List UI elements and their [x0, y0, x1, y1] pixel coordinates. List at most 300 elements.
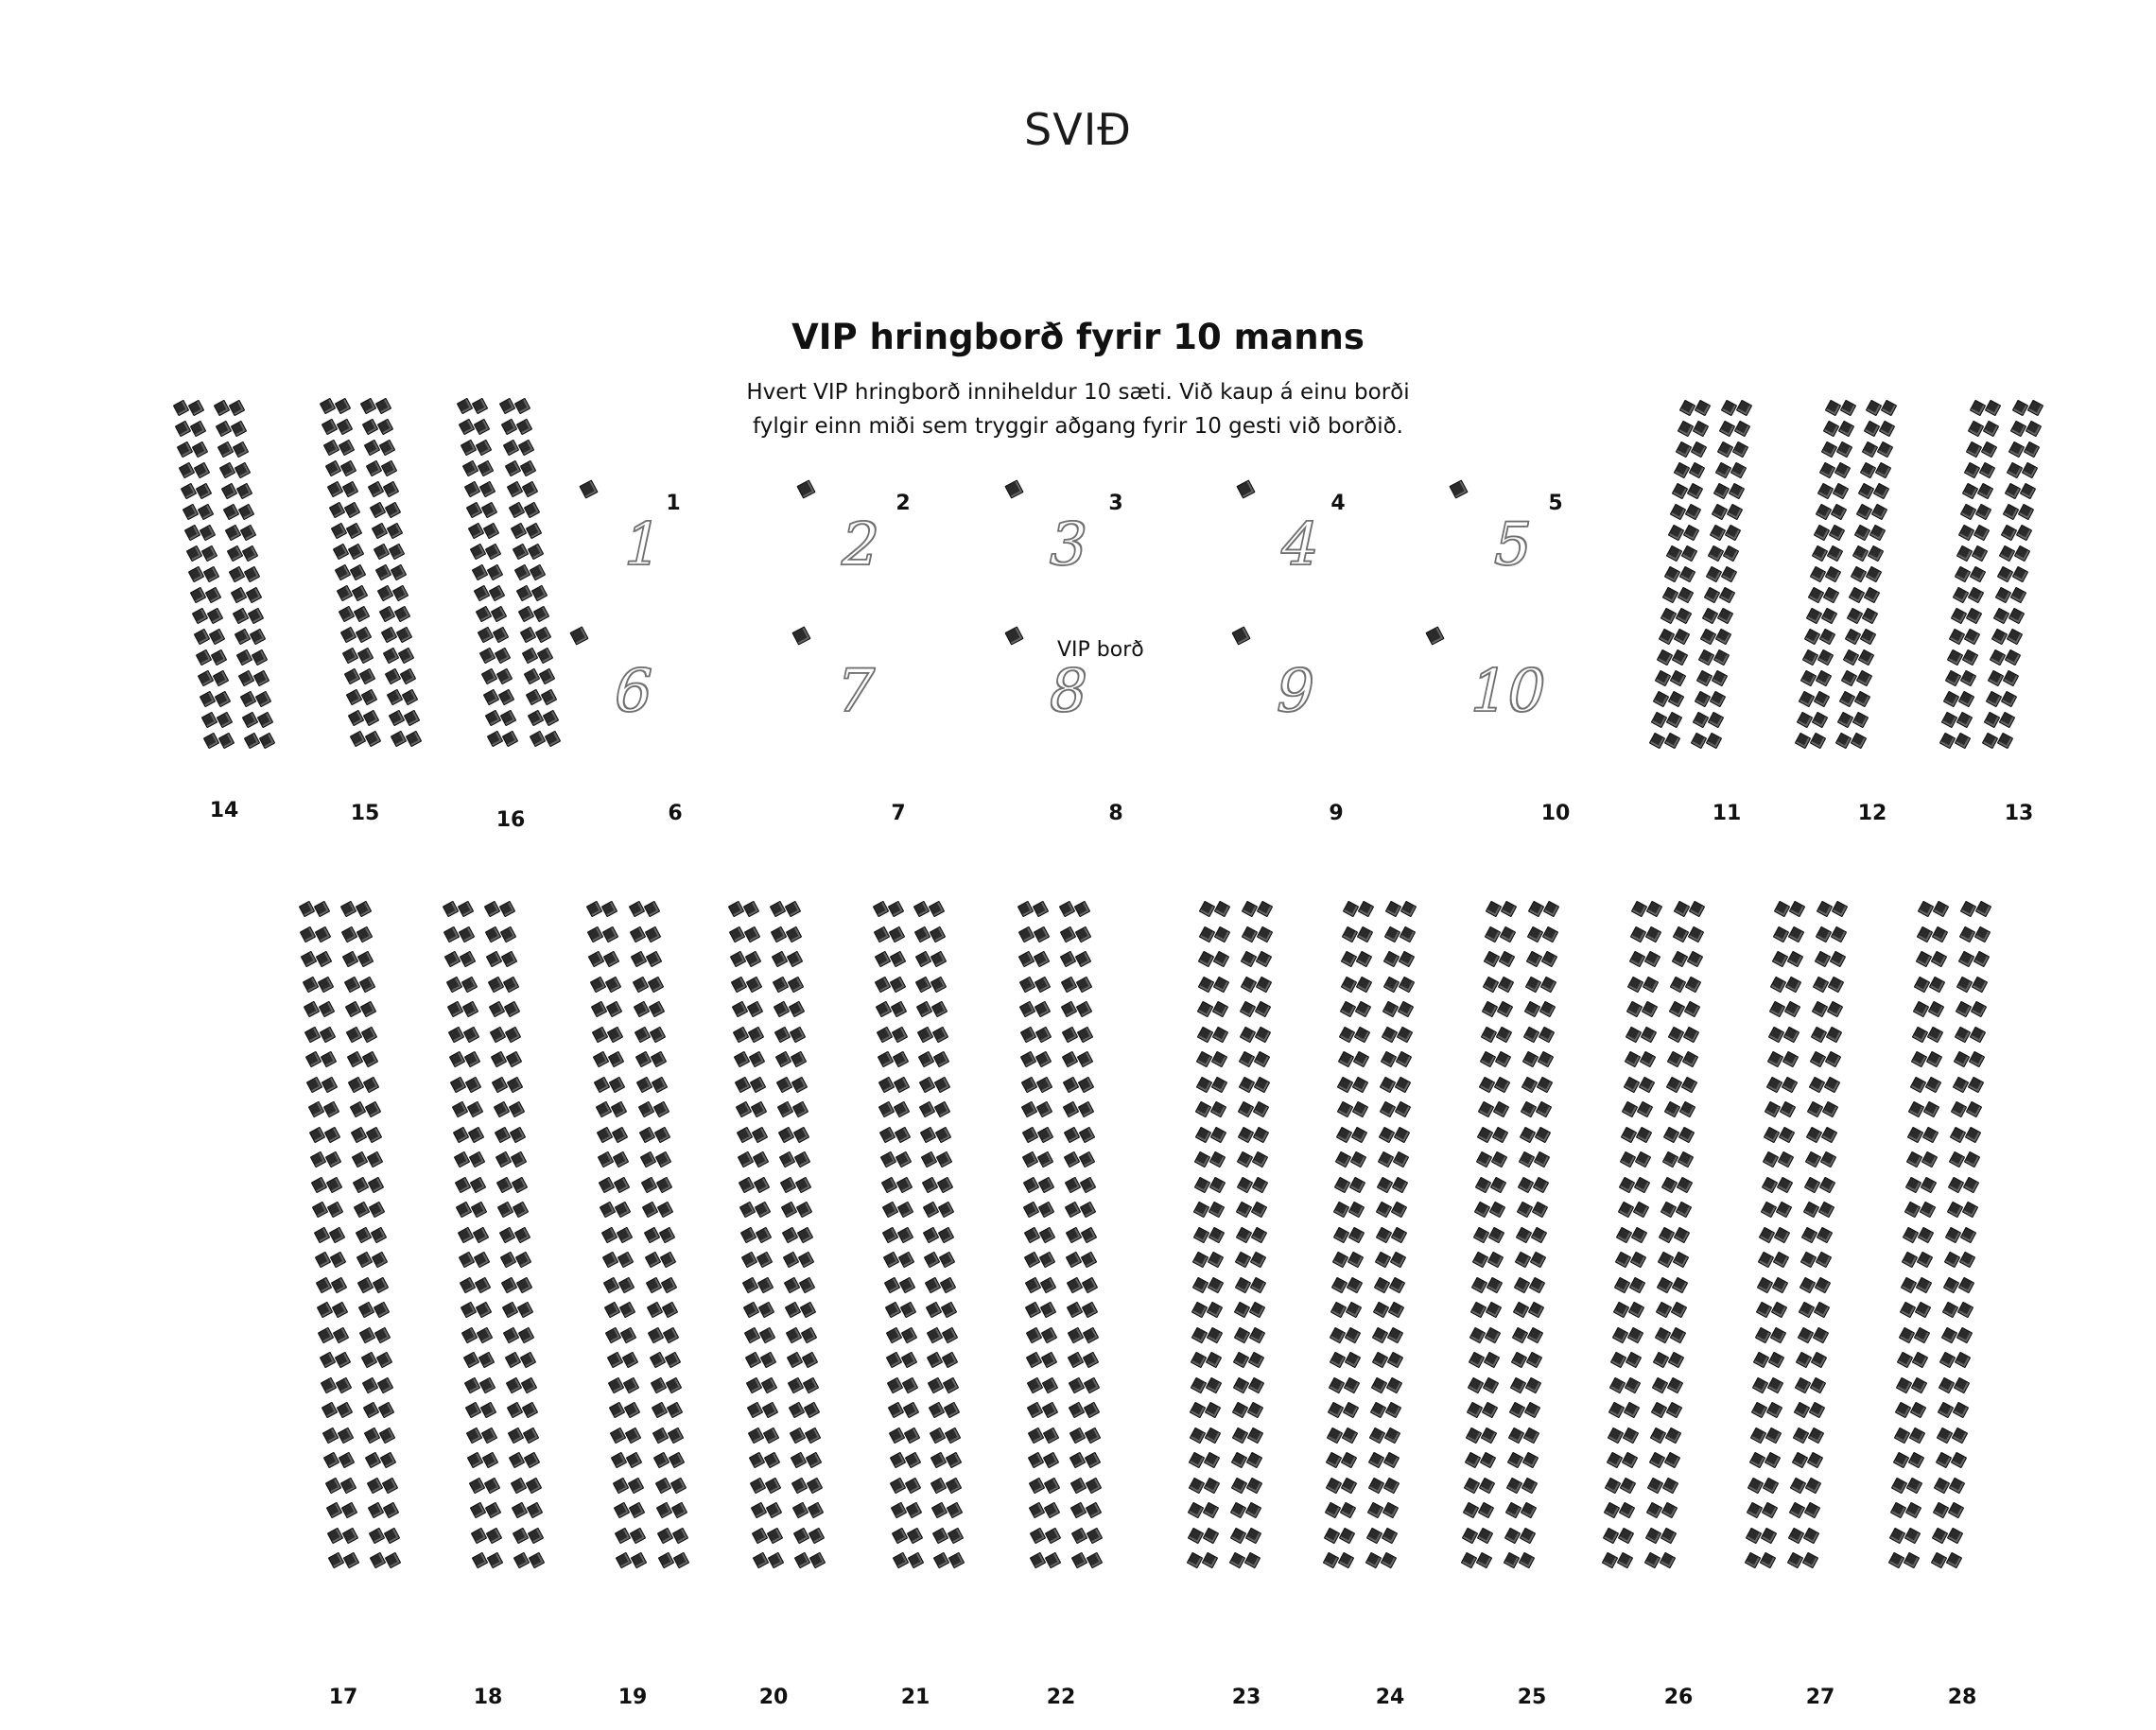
- seat[interactable]: [1695, 691, 1712, 708]
- seat[interactable]: [667, 1402, 684, 1419]
- seat[interactable]: [1625, 1051, 1642, 1068]
- seat[interactable]: [1485, 1326, 1502, 1343]
- seat[interactable]: [1644, 1552, 1661, 1569]
- seat[interactable]: [1083, 1352, 1100, 1369]
- seat[interactable]: [1930, 951, 1947, 968]
- seat[interactable]: [1993, 608, 2010, 625]
- seat[interactable]: [1696, 670, 1713, 687]
- seat[interactable]: [1038, 1226, 1055, 1243]
- seat[interactable]: [1678, 421, 1695, 438]
- seat[interactable]: [655, 1151, 672, 1168]
- seat[interactable]: [462, 460, 479, 477]
- seat[interactable]: [1489, 1202, 1506, 1219]
- seat[interactable]: [1490, 1176, 1507, 1193]
- seat[interactable]: [2016, 525, 2033, 542]
- seat[interactable]: [1689, 462, 1706, 479]
- seat[interactable]: [1251, 1202, 1268, 1219]
- seat[interactable]: [1762, 1502, 1779, 1519]
- seat[interactable]: [1769, 1326, 1786, 1343]
- seat[interactable]: [1659, 629, 1676, 646]
- seat[interactable]: [1864, 587, 1881, 604]
- seat[interactable]: [1616, 1226, 1633, 1243]
- seat[interactable]: [1970, 566, 1987, 583]
- seat[interactable]: [762, 1402, 779, 1419]
- section-number-25[interactable]: 25: [1517, 1686, 1547, 1709]
- seat[interactable]: [1199, 901, 1216, 918]
- seat[interactable]: [874, 926, 891, 943]
- seat[interactable]: [1860, 462, 1877, 479]
- seat[interactable]: [2001, 525, 2018, 542]
- seat[interactable]: [1070, 1527, 1087, 1544]
- seat[interactable]: [501, 951, 518, 968]
- vip-table-seat-marker[interactable]: [1004, 479, 1023, 498]
- seat[interactable]: [666, 1376, 683, 1393]
- seat[interactable]: [533, 606, 550, 623]
- seat[interactable]: [1968, 421, 1985, 438]
- vip-table-6[interactable]: 6: [607, 656, 660, 725]
- seat[interactable]: [1080, 1226, 1097, 1243]
- seat[interactable]: [1956, 712, 1973, 729]
- seat[interactable]: [1702, 608, 1719, 625]
- seat[interactable]: [504, 1001, 521, 1018]
- seat[interactable]: [1482, 1001, 1499, 1018]
- seat[interactable]: [1521, 1502, 1538, 1519]
- seat[interactable]: [1834, 462, 1852, 479]
- seat[interactable]: [240, 691, 257, 708]
- seat[interactable]: [192, 441, 209, 458]
- section-number-20[interactable]: 20: [758, 1686, 789, 1709]
- seat[interactable]: [1784, 1001, 1801, 1018]
- seat[interactable]: [892, 1026, 909, 1043]
- seat[interactable]: [1763, 1151, 1780, 1168]
- seat[interactable]: [362, 419, 379, 436]
- seat[interactable]: [330, 1252, 347, 1269]
- seat[interactable]: [459, 926, 476, 943]
- seat[interactable]: [623, 1376, 640, 1393]
- seat[interactable]: [1717, 608, 1734, 625]
- seat[interactable]: [1255, 1001, 1272, 1018]
- seat[interactable]: [1664, 566, 1681, 583]
- seat[interactable]: [647, 976, 664, 993]
- seat[interactable]: [1254, 1026, 1271, 1043]
- seat[interactable]: [487, 976, 504, 993]
- seat[interactable]: [886, 1352, 903, 1369]
- seat[interactable]: [899, 1276, 916, 1293]
- seat[interactable]: [1643, 951, 1660, 968]
- seat[interactable]: [1470, 1302, 1487, 1319]
- seat[interactable]: [747, 1001, 764, 1018]
- seat[interactable]: [1912, 1352, 1929, 1369]
- seat[interactable]: [1511, 1352, 1528, 1369]
- seat[interactable]: [1906, 1477, 1923, 1494]
- seat[interactable]: [747, 1402, 764, 1419]
- seat[interactable]: [351, 1126, 368, 1143]
- seat[interactable]: [797, 1226, 814, 1243]
- seat[interactable]: [464, 481, 481, 498]
- seat[interactable]: [652, 1427, 669, 1444]
- seat[interactable]: [348, 710, 365, 727]
- seat[interactable]: [892, 1527, 909, 1544]
- seat[interactable]: [764, 1452, 781, 1469]
- seat[interactable]: [471, 1527, 488, 1544]
- seat[interactable]: [1342, 926, 1359, 943]
- seat[interactable]: [798, 1252, 815, 1269]
- seat[interactable]: [354, 1202, 371, 1219]
- seat[interactable]: [1764, 1126, 1781, 1143]
- seat[interactable]: [1041, 1376, 1058, 1393]
- seat[interactable]: [936, 1151, 953, 1168]
- seat[interactable]: [342, 481, 359, 498]
- seat[interactable]: [1924, 1076, 1941, 1093]
- seat[interactable]: [340, 627, 357, 644]
- seat[interactable]: [231, 421, 248, 438]
- seat[interactable]: [1338, 1552, 1355, 1569]
- section-number-19[interactable]: 19: [617, 1686, 648, 1709]
- seat[interactable]: [906, 1502, 923, 1519]
- seat[interactable]: [1613, 1302, 1630, 1319]
- seat[interactable]: [1916, 1276, 1933, 1293]
- seat[interactable]: [1330, 1302, 1348, 1319]
- seat[interactable]: [782, 1226, 799, 1243]
- seat[interactable]: [304, 1026, 322, 1043]
- seat[interactable]: [1198, 926, 1215, 943]
- seat[interactable]: [520, 460, 537, 477]
- seat[interactable]: [1732, 441, 1749, 458]
- seat[interactable]: [796, 1202, 813, 1219]
- seat[interactable]: [460, 1276, 477, 1293]
- seat[interactable]: [362, 1376, 379, 1393]
- seat[interactable]: [1990, 649, 2007, 666]
- seat[interactable]: [1208, 1226, 1225, 1243]
- seat[interactable]: [922, 1202, 939, 1219]
- seat[interactable]: [1804, 1176, 1821, 1193]
- seat[interactable]: [1672, 649, 1689, 666]
- seat[interactable]: [337, 419, 354, 436]
- seat[interactable]: [302, 976, 319, 993]
- seat[interactable]: [1214, 901, 1231, 918]
- seat[interactable]: [1354, 1026, 1371, 1043]
- seat[interactable]: [1236, 1202, 1253, 1219]
- seat[interactable]: [1836, 441, 1853, 458]
- seat[interactable]: [524, 1452, 541, 1469]
- seat[interactable]: [799, 1276, 816, 1293]
- seat[interactable]: [750, 1477, 767, 1494]
- seat[interactable]: [1019, 1001, 1036, 1018]
- seat[interactable]: [1795, 1376, 1812, 1393]
- seat[interactable]: [461, 440, 478, 457]
- seat[interactable]: [1673, 1252, 1690, 1269]
- seat[interactable]: [357, 648, 374, 665]
- seat[interactable]: [614, 1502, 631, 1519]
- seat[interactable]: [1932, 1527, 1949, 1544]
- seat[interactable]: [669, 1477, 687, 1494]
- seat[interactable]: [1521, 1101, 1538, 1118]
- vip-table-1[interactable]: 1: [617, 510, 669, 579]
- seat[interactable]: [352, 1151, 369, 1168]
- seat[interactable]: [1974, 926, 1991, 943]
- seat[interactable]: [1956, 976, 1973, 993]
- seat[interactable]: [1664, 733, 1681, 750]
- seat[interactable]: [498, 689, 515, 706]
- seat[interactable]: [1706, 566, 1723, 583]
- seat[interactable]: [1085, 1452, 1102, 1469]
- seat[interactable]: [343, 976, 360, 993]
- seat[interactable]: [808, 1502, 825, 1519]
- seat[interactable]: [1604, 1502, 1621, 1519]
- seat[interactable]: [753, 1552, 770, 1569]
- seat[interactable]: [658, 1226, 675, 1243]
- seat[interactable]: [1959, 1252, 1976, 1269]
- seat[interactable]: [1526, 1352, 1543, 1369]
- seat[interactable]: [887, 1376, 904, 1393]
- seat[interactable]: [360, 1001, 377, 1018]
- seat[interactable]: [1647, 1477, 1664, 1494]
- seat[interactable]: [1785, 976, 1802, 993]
- seat[interactable]: [634, 1001, 651, 1018]
- seat[interactable]: [339, 606, 356, 623]
- seat[interactable]: [1670, 670, 1687, 687]
- seat[interactable]: [402, 689, 419, 706]
- seat[interactable]: [930, 926, 947, 943]
- seat[interactable]: [1999, 712, 2016, 729]
- seat[interactable]: [203, 733, 220, 750]
- seat[interactable]: [1506, 1477, 1523, 1494]
- seat[interactable]: [1059, 926, 1076, 943]
- seat[interactable]: [1997, 733, 2014, 750]
- seat[interactable]: [257, 712, 274, 729]
- seat[interactable]: [1955, 1352, 1972, 1369]
- seat[interactable]: [328, 1552, 345, 1569]
- seat[interactable]: [1190, 1402, 1207, 1419]
- seat[interactable]: [1471, 1276, 1488, 1293]
- seat[interactable]: [1955, 733, 1972, 750]
- seat[interactable]: [903, 1402, 920, 1419]
- seat[interactable]: [933, 1076, 950, 1093]
- seat[interactable]: [788, 976, 805, 993]
- seat[interactable]: [475, 1276, 492, 1293]
- seat[interactable]: [1248, 1326, 1265, 1343]
- seat[interactable]: [609, 1402, 626, 1419]
- seat[interactable]: [1485, 926, 1502, 943]
- seat[interactable]: [513, 1202, 530, 1219]
- seat[interactable]: [1367, 1502, 1384, 1519]
- seat[interactable]: [183, 504, 200, 521]
- vip-table-4[interactable]: 4: [1274, 510, 1327, 579]
- seat[interactable]: [1641, 1026, 1658, 1043]
- seat[interactable]: [1807, 1101, 1824, 1118]
- seat[interactable]: [462, 1001, 479, 1018]
- seat[interactable]: [1676, 608, 1693, 625]
- seat[interactable]: [1325, 1502, 1342, 1519]
- seat[interactable]: [1480, 1051, 1497, 1068]
- seat[interactable]: [1038, 1202, 1055, 1219]
- seat[interactable]: [1041, 1352, 1058, 1369]
- seat[interactable]: [932, 1527, 949, 1544]
- seat[interactable]: [918, 1076, 935, 1093]
- seat[interactable]: [901, 1352, 918, 1369]
- seat[interactable]: [752, 1126, 769, 1143]
- seat[interactable]: [1901, 1276, 1918, 1293]
- seat[interactable]: [528, 544, 545, 561]
- seat[interactable]: [1069, 1452, 1087, 1469]
- seat[interactable]: [1851, 733, 1868, 750]
- seat[interactable]: [1484, 1352, 1501, 1369]
- seat[interactable]: [926, 1326, 943, 1343]
- seat[interactable]: [1950, 1126, 1967, 1143]
- seat[interactable]: [1192, 1226, 1209, 1243]
- seat[interactable]: [1237, 1151, 1254, 1168]
- seat[interactable]: [1675, 1202, 1692, 1219]
- seat[interactable]: [444, 951, 461, 968]
- seat[interactable]: [914, 926, 931, 943]
- seat[interactable]: [1810, 1376, 1827, 1393]
- section-number-28[interactable]: 28: [1947, 1686, 1977, 1709]
- seat[interactable]: [663, 1326, 680, 1343]
- seat[interactable]: [461, 1326, 478, 1343]
- seat[interactable]: [1666, 712, 1683, 729]
- seat[interactable]: [773, 976, 790, 993]
- seat[interactable]: [635, 1051, 652, 1068]
- seat[interactable]: [1655, 670, 1672, 687]
- seat[interactable]: [1358, 901, 1375, 918]
- seat[interactable]: [1775, 1202, 1792, 1219]
- seat[interactable]: [1234, 1276, 1251, 1293]
- seat[interactable]: [1679, 400, 1696, 417]
- seat[interactable]: [218, 733, 235, 750]
- seat[interactable]: [466, 1101, 483, 1118]
- seat[interactable]: [485, 710, 502, 727]
- seat[interactable]: [201, 545, 218, 562]
- seat[interactable]: [1039, 1252, 1056, 1269]
- seat[interactable]: [1036, 1101, 1053, 1118]
- seat[interactable]: [1953, 587, 1970, 604]
- seat[interactable]: [1244, 1552, 1261, 1569]
- seat[interactable]: [893, 1051, 910, 1068]
- seat[interactable]: [1649, 733, 1666, 750]
- seat[interactable]: [1240, 1001, 1257, 1018]
- seat[interactable]: [1685, 504, 1702, 521]
- seat[interactable]: [1669, 1001, 1686, 1018]
- seat[interactable]: [1762, 1176, 1779, 1193]
- seat[interactable]: [476, 440, 493, 457]
- seat[interactable]: [1772, 1276, 1789, 1293]
- seat[interactable]: [367, 1151, 384, 1168]
- seat[interactable]: [372, 523, 389, 540]
- seat[interactable]: [728, 901, 745, 918]
- seat[interactable]: [1796, 1352, 1813, 1369]
- seat[interactable]: [1845, 629, 1862, 646]
- seat[interactable]: [1239, 1026, 1256, 1043]
- seat[interactable]: [1676, 441, 1693, 458]
- seat[interactable]: [890, 976, 907, 993]
- seat[interactable]: [1727, 504, 1744, 521]
- seat[interactable]: [526, 689, 543, 706]
- seat[interactable]: [1625, 1376, 1642, 1393]
- seat[interactable]: [514, 564, 531, 581]
- seat[interactable]: [1973, 525, 1991, 542]
- seat[interactable]: [889, 1427, 906, 1444]
- seat[interactable]: [1630, 1252, 1647, 1269]
- seat[interactable]: [1382, 1477, 1400, 1494]
- seat[interactable]: [499, 398, 516, 415]
- seat[interactable]: [1066, 1276, 1083, 1293]
- seat[interactable]: [1026, 1376, 1043, 1393]
- seat[interactable]: [510, 1126, 527, 1143]
- seat[interactable]: [364, 440, 381, 457]
- seat[interactable]: [223, 504, 240, 521]
- seat[interactable]: [1629, 1276, 1646, 1293]
- seat[interactable]: [741, 1252, 758, 1269]
- seat[interactable]: [1344, 1376, 1361, 1393]
- seat[interactable]: [1803, 1527, 1820, 1544]
- seat[interactable]: [1209, 1151, 1226, 1168]
- seat[interactable]: [1035, 1051, 1052, 1068]
- seat[interactable]: [509, 502, 526, 519]
- seat[interactable]: [1708, 712, 1725, 729]
- seat[interactable]: [1369, 1427, 1386, 1444]
- seat[interactable]: [474, 419, 491, 436]
- seat[interactable]: [1814, 691, 1831, 708]
- seat[interactable]: [467, 1452, 484, 1469]
- seat[interactable]: [1241, 951, 1258, 968]
- seat[interactable]: [646, 951, 663, 968]
- seat[interactable]: [606, 1001, 623, 1018]
- seat[interactable]: [786, 1326, 803, 1343]
- seat[interactable]: [1076, 1001, 1093, 1018]
- seat[interactable]: [1907, 1452, 1924, 1469]
- seat[interactable]: [1897, 1352, 1914, 1369]
- seat[interactable]: [312, 1202, 329, 1219]
- seat[interactable]: [1064, 1176, 1081, 1193]
- seat[interactable]: [1638, 1076, 1655, 1093]
- seat[interactable]: [468, 1477, 485, 1494]
- seat[interactable]: [649, 1001, 666, 1018]
- seat[interactable]: [1821, 1126, 1838, 1143]
- seat[interactable]: [1079, 1176, 1096, 1193]
- seat[interactable]: [1611, 1326, 1628, 1343]
- seat[interactable]: [394, 606, 411, 623]
- seat[interactable]: [474, 585, 491, 602]
- seat[interactable]: [1960, 901, 1977, 918]
- seat[interactable]: [326, 1176, 343, 1193]
- seat[interactable]: [931, 1001, 948, 1018]
- seat[interactable]: [530, 731, 547, 748]
- seat[interactable]: [338, 1427, 355, 1444]
- seat[interactable]: [1817, 649, 1834, 666]
- seat[interactable]: [1774, 901, 1791, 918]
- seat[interactable]: [1984, 712, 2001, 729]
- seat[interactable]: [309, 1126, 326, 1143]
- seat[interactable]: [1253, 1076, 1270, 1093]
- seat[interactable]: [235, 629, 252, 646]
- seat[interactable]: [758, 1302, 775, 1319]
- seat[interactable]: [921, 1151, 938, 1168]
- seat[interactable]: [181, 483, 198, 500]
- seat[interactable]: [1841, 670, 1858, 687]
- seat[interactable]: [919, 1101, 936, 1118]
- seat[interactable]: [1527, 926, 1544, 943]
- seat[interactable]: [387, 689, 404, 706]
- seat[interactable]: [1239, 1051, 1256, 1068]
- seat[interactable]: [1208, 1202, 1226, 1219]
- seat[interactable]: [1665, 1427, 1682, 1444]
- seat[interactable]: [1499, 951, 1516, 968]
- seat[interactable]: [389, 544, 406, 561]
- seat[interactable]: [370, 1552, 387, 1569]
- seat[interactable]: [1751, 1402, 1768, 1419]
- seat[interactable]: [1480, 1452, 1497, 1469]
- seat[interactable]: [1657, 1276, 1674, 1293]
